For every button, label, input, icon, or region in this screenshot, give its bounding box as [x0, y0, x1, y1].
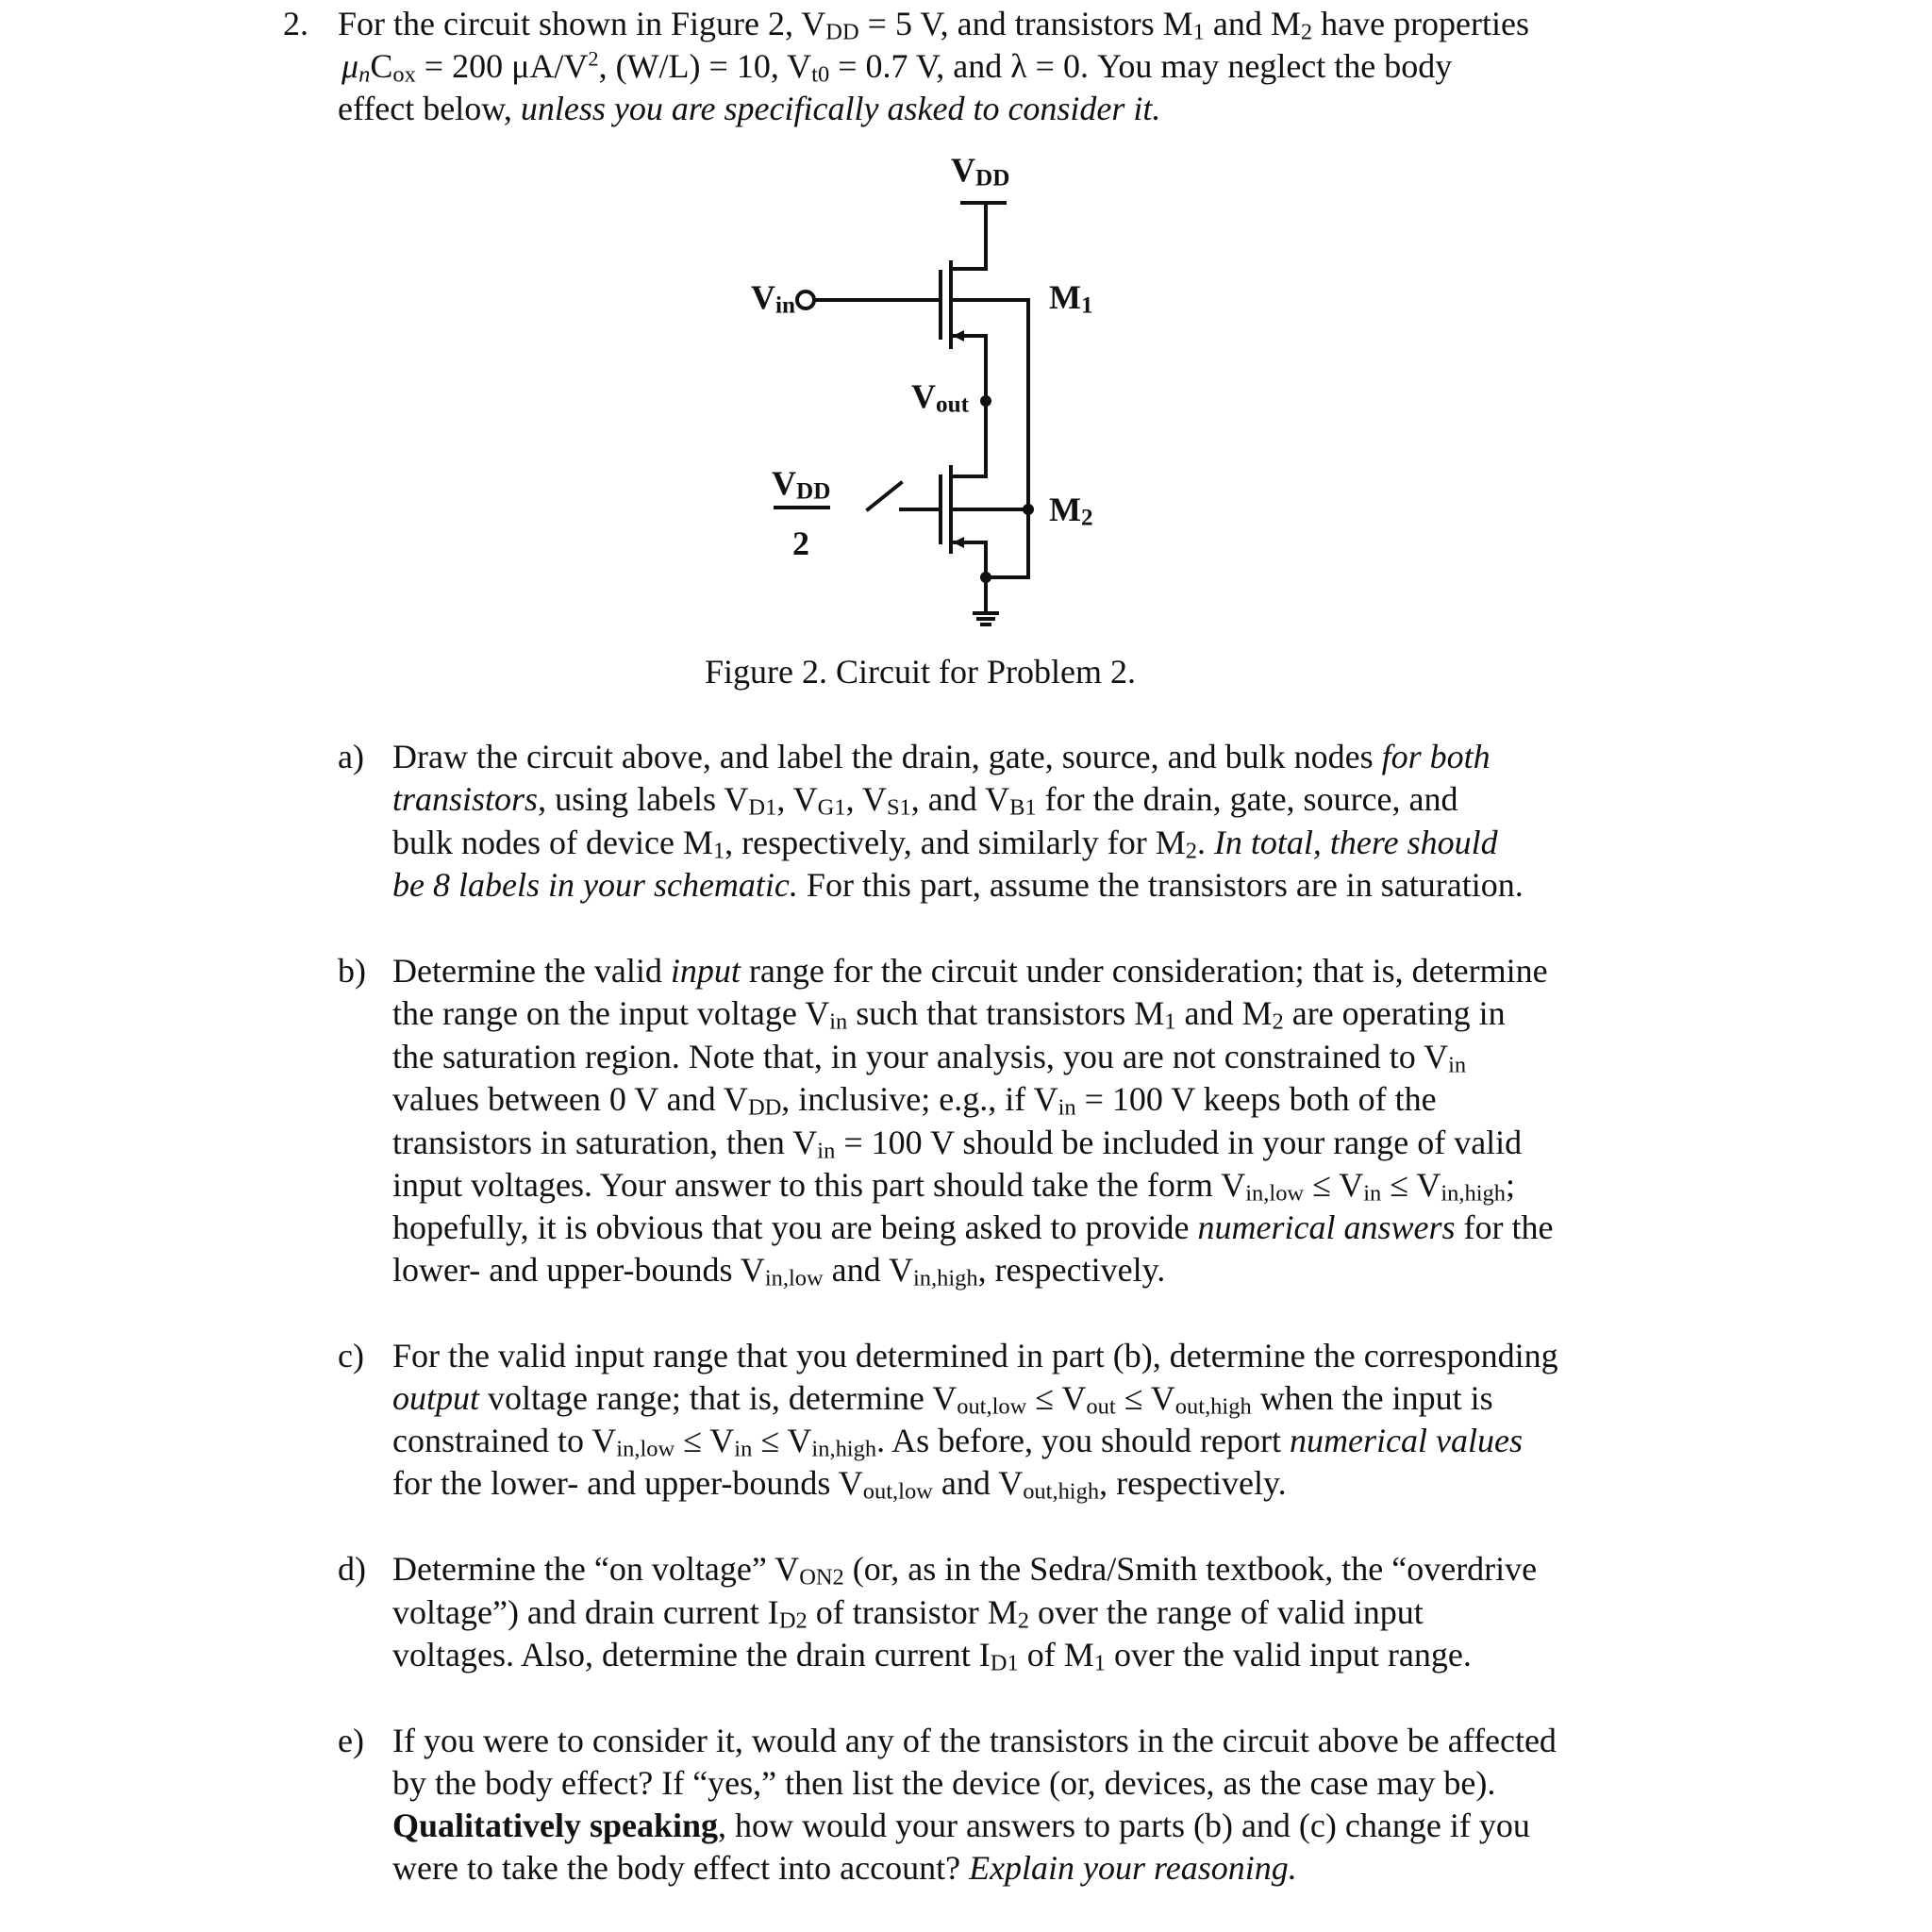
circuit-schematic — [0, 0, 1932, 679]
ground-junction-dot — [980, 572, 991, 583]
m2-gate-switch — [868, 483, 901, 509]
part-a-line-2: transistors, using labels $V_{D1}$, $V_{G1}$, $V_{S1}$, and $V_{B1}$ for the drain, gate, source, and — [392, 780, 1458, 821]
part-e-line-4: were to take the body effect into account? Explain your reasoning. — [392, 1849, 1297, 1887]
m2-label: $M_2$ — [1049, 491, 1093, 531]
part-a-line-1: Draw the circuit above, and label the drain, gate, source, and bulk nodes for both — [392, 738, 1491, 775]
m2-bulk-junction-dot — [1023, 504, 1034, 515]
vdd-half-denominator: 2 — [792, 525, 809, 562]
part-e-label: e) — [338, 1722, 364, 1759]
part-c-label: c) — [338, 1337, 364, 1374]
vin-terminal — [797, 291, 814, 308]
intro-line-3: effect below, unless you are specifically asked to consider it. — [338, 90, 1161, 127]
intro-line-2: $\mu_nC_{ox} = 200$ $\mu A/V^2$, (W/L) = 10, $V_{t0} = 0.7$ V, and λ = 0. You may neglect the body — [341, 46, 1453, 88]
intro-line-1: For the circuit shown in Figure 2, $V_{DD} = 5$ V, and transistors $M_1$ and $M_2$ have properties — [338, 5, 1530, 45]
part-d-line-1: Determine the “on voltage” $V_{ON2}$ (or, as in the Sedra/Smith textbook, the “overdrive — [392, 1550, 1538, 1591]
part-c-line-4: for the lower- and upper-bounds $V_{out,low}$ and $V_{out,high}$, respectively. — [392, 1464, 1287, 1505]
part-c-line-3: constrained to $V_{in,low} \le V_{in} \le V_{in,high}$. As before, you should report numerical values — [392, 1422, 1523, 1462]
part-e-line-2: by the body effect? If “yes,” then list the device (or, devices, as the case may be). — [392, 1764, 1496, 1802]
part-b-line-3: the saturation region. Note that, in your analysis, you are not constrained to $V_{in}$ — [392, 1038, 1467, 1078]
part-d-label: d) — [338, 1550, 366, 1588]
part-e-line-1: If you were to consider it, would any of the transistors in the circuit above be affected — [392, 1722, 1557, 1759]
part-b-line-5: transistors in saturation, then $V_{in} = 100$ V should be included in your range of valid — [392, 1124, 1523, 1164]
part-d-line-3: voltages. Also, determine the drain current $I_{D1}$ of $M_1$ over the valid input range. — [392, 1636, 1472, 1676]
part-b-line-8: lower- and upper-bounds $V_{in,low}$ and $V_{in,high}$, respectively. — [392, 1251, 1166, 1291]
part-a-line-4: be 8 labels in your schematic. For this part, assume the transistors are in saturation. — [392, 866, 1524, 904]
part-e-line-3: Qualitatively speaking, how would your answers to parts (b) and (c) change if you — [392, 1807, 1530, 1844]
m1-label: $M_1$ — [1049, 278, 1093, 319]
problem-number: 2. — [283, 5, 308, 42]
m2-source-arrow — [953, 537, 964, 548]
vin-label: $V_{in}$ — [751, 278, 796, 319]
part-b-line-6: input voltages. Your answer to this part should take the form $V_{in,low} \le V_{in} \le V_{in,high}$; — [392, 1166, 1516, 1207]
vout-label: $V_{out}$ — [911, 377, 969, 418]
part-b-line-1: Determine the valid input range for the circuit under consideration; that is, determine — [392, 952, 1548, 990]
part-a-line-3: bulk nodes of device $M_1$, respectively, and similarly for $M_2$. In total, there should — [392, 824, 1498, 864]
part-b-line-2: the range on the input voltage $V_{in}$ such that transistors $M_1$ and $M_2$ are operating in — [392, 994, 1506, 1035]
part-a-label: a) — [338, 738, 364, 775]
vdd-supply-label: $V_{DD}$ — [951, 151, 1010, 192]
figure-caption: Figure 2. Circuit for Problem 2. — [705, 653, 1136, 691]
part-c-line-2: output voltage range; that is, determine $V_{out,low} \le V_{out} \le V_{out,high}$ when the input is — [392, 1379, 1493, 1420]
part-c-line-1: For the valid input range that you determined in part (b), determine the corresponding — [392, 1337, 1558, 1374]
part-b-line-4: values between 0 V and $V_{DD}$, inclusive; e.g., if $V_{in} = 100$ V keeps both of the — [392, 1080, 1437, 1121]
vdd-half-numerator: $V_{DD}$ — [772, 464, 831, 505]
part-b-line-7: hopefully, it is obvious that you are being asked to provide numerical answers for the — [392, 1208, 1554, 1246]
part-d-line-2: voltage”) and drain current $I_{D2}$ of transistor $M_2$ over the range of valid input — [392, 1593, 1424, 1634]
m1-source-arrow — [953, 330, 964, 341]
vout-node-dot — [980, 395, 991, 407]
part-b-label: b) — [338, 952, 366, 990]
